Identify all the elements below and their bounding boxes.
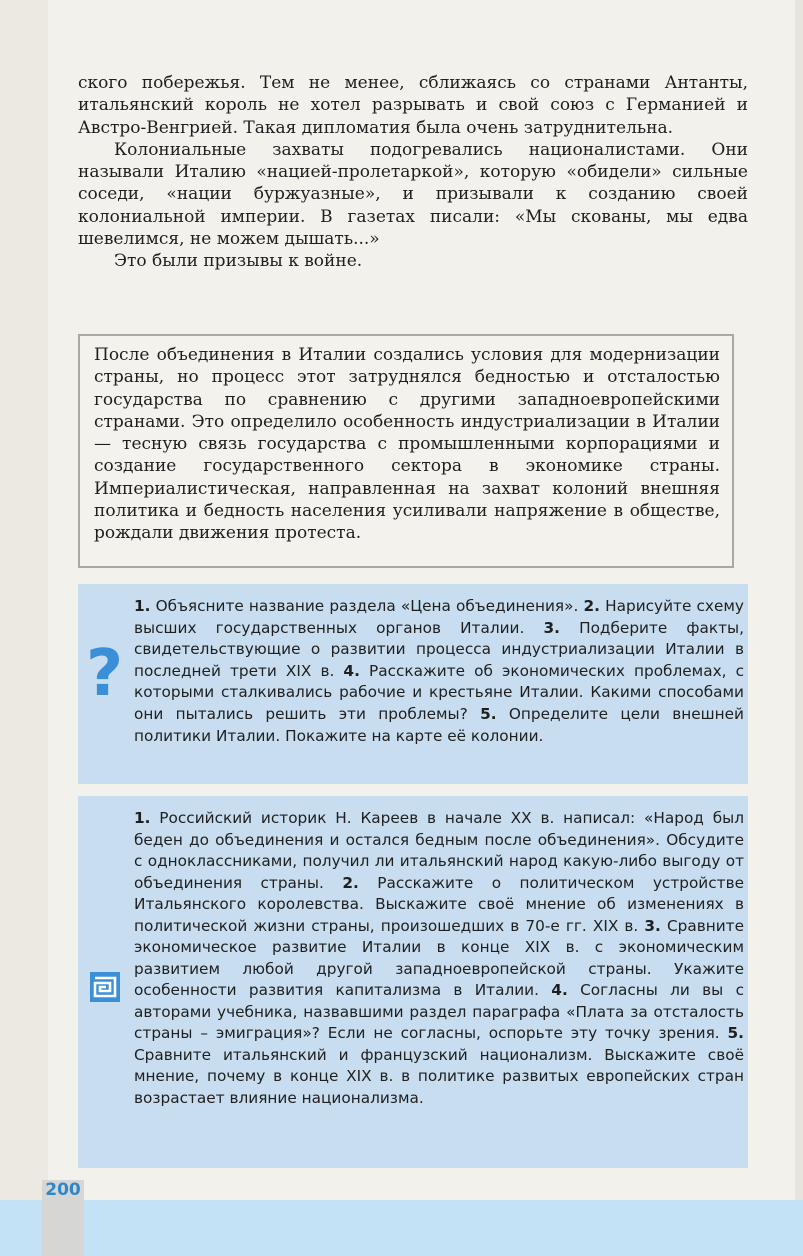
summary-text: После объединения в Италии создались условия для модернизации страны, но процесс этот затруднялся бедностью и отсталостью государства по сравнению с другими западноевропейскими странами. Это определило особенность индустриализации в Италии — тесную связь государства с промышленными корпорациями и создание государственного сектора в экономике страны. Империалистическая, направленная на захват колоний внешняя политика и бедность населения усиливали напряжение в обществе, рождали движения протеста. <box>94 345 720 544</box>
page-number: 200 <box>45 1180 81 1200</box>
task-3-text: Сравните экономическое развитие Италии в конце XIX в. с экономическим развитием любой другой западноевропейской страны. Укажите особенности развития капитализма в Италии. <box>134 916 744 999</box>
question-5-number: 5. <box>480 704 497 723</box>
question-5-text: Определите цели внешней политики Италии. Покажите на карте её колонии. <box>134 704 744 745</box>
intro-paragraph-2: Колониальные захваты подогревались националистами. Они называли Италию «нацией-пролетаркой», которую «обидели» сильные соседи, «нации буржуазные», и призывали к созданию своей колониальной империи. В газетах писали: «Мы скованы, мы едва шевелимся, не можем дышать...» <box>78 139 748 250</box>
question-3-number: 3. <box>543 618 560 637</box>
footer-band <box>0 1200 803 1256</box>
questions-list <box>134 596 744 747</box>
question-4-number: 4. <box>343 661 360 680</box>
question-1-text: Объясните название раздела «Цена объединения». <box>155 597 579 615</box>
task-1-number: 1. <box>134 809 151 827</box>
task-4-text: Согласны ли вы с авторами учебника, назвавшими раздел параграфа «Плата за отсталость страны – эмиграция»? Если не согласны, оспорьте эту точку зрения. <box>134 981 744 1042</box>
intro-paragraph-3: Это были призывы к войне. <box>114 251 363 272</box>
question-4-text: Расскажите об экономических проблемах, с которыми сталкивались рабочие и крестьяне Италии. Какими способами они пытались решить эти проблемы? <box>134 661 744 723</box>
task-1-text: Российский историк Н. Кареев в начале XX в. написал: «Народ был беден до объединения и остался бедным после объединения». Обсудите с одноклассниками, получил ли итальянский народ какую-либо выгоду от объединения страны. <box>134 809 744 892</box>
task-5-text: Сравните итальянский и французский национализм. Выскажите своё мнение, почему в конце XIX в. в политике развитых европейских стран возрастает влияние национализма. <box>134 1045 744 1107</box>
right-edge <box>795 0 803 1256</box>
question-mark-icon: ? <box>86 637 124 711</box>
spiral-meander-icon <box>90 972 120 1002</box>
task-2-text: Расскажите о политическом устройстве Итальянского королевства. Выскажите своё мнение об изменениях в политической жизни страны, произошедших в 70-е гг. XIX в. <box>134 873 744 935</box>
question-1-number: 1. <box>134 597 151 615</box>
questions-box <box>78 584 748 784</box>
task-2-number: 2. <box>342 873 359 892</box>
tasks-box <box>78 796 748 1168</box>
task-5-number: 5. <box>727 1024 744 1042</box>
question-3-text: Подберите факты, свидетельствующие о развитии процесса индустриализации Италии в последней трети XIX в. <box>134 618 744 680</box>
intro-paragraph-1: ского побережья. Тем не менее, сближаясь со странами Антанты, итальянский король не хотел разрывать и свой союз с Германией и Австро-Венгрией. Такая дипломатия была очень затруднительна. <box>78 73 748 138</box>
task-4-number: 4. <box>551 981 568 999</box>
tasks-list <box>134 808 744 1109</box>
question-2-text: Нарисуйте схему высших государственных органов Италии. <box>134 597 744 637</box>
intro-text <box>78 72 748 273</box>
question-2-number: 2. <box>583 597 600 615</box>
left-margin <box>0 0 48 1256</box>
task-3-number: 3. <box>644 916 661 935</box>
summary-box <box>78 334 734 568</box>
